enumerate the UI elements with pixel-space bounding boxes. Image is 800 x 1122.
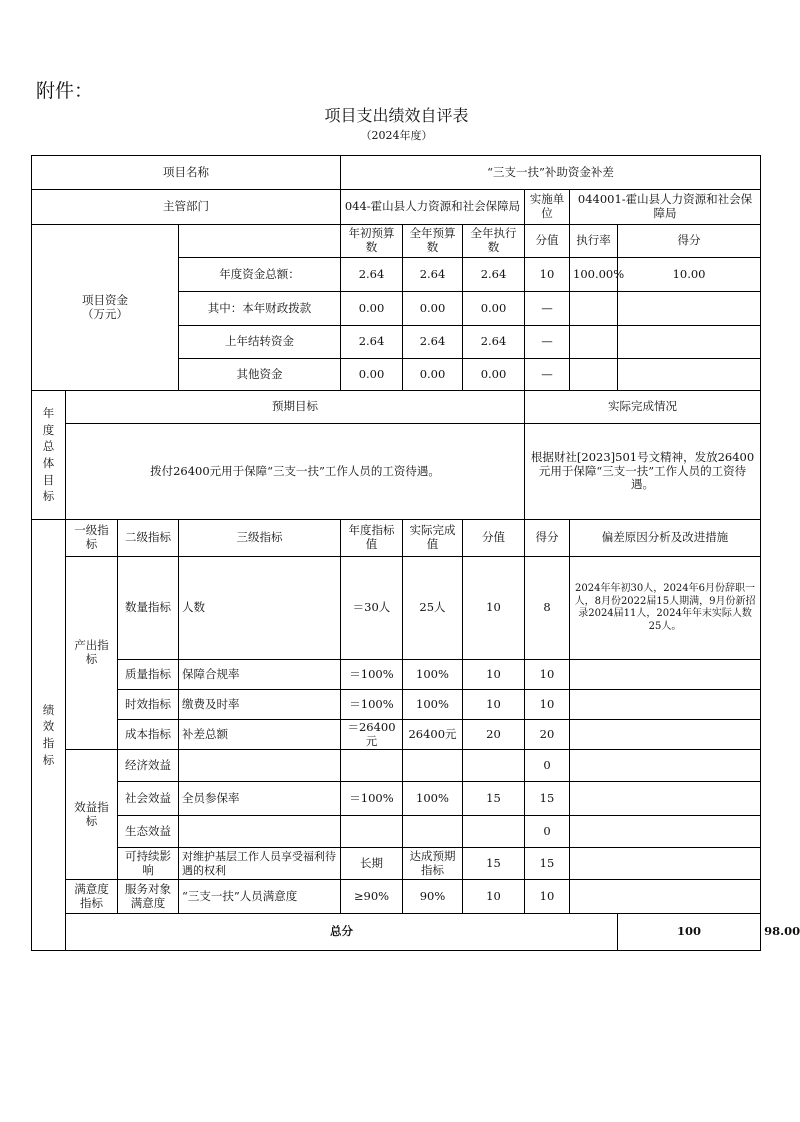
- indicator-score: 20: [463, 720, 525, 750]
- fund-row-rate: [570, 292, 618, 326]
- indicator-points: 0: [525, 750, 570, 782]
- annual-goal-label: [32, 391, 66, 520]
- indicator-analysis: [570, 816, 761, 848]
- performance-indicator-label: [32, 520, 66, 951]
- indicator-actual: 90%: [403, 880, 463, 914]
- indicator-l3: 人数: [179, 557, 341, 660]
- indicator-target: ≥90%: [341, 880, 403, 914]
- indicator-target: [341, 816, 403, 848]
- indicator-target: 长期: [341, 848, 403, 880]
- fund-row-name: 其他资金: [179, 359, 341, 391]
- fund-row-score: —: [525, 359, 570, 391]
- evaluation-table: 项目名称 “三支一扶”补助资金补差 主管部门 044-霍山县人力资源和社会保障局 实施单位 044001-霍山县人力资源和社会保障局 项目资金 （万元） 年初预算数 全年预算数 全年执行数 分值 执行率 得分 年度资金总额： 2.64 2.64 2.64 10 100.00% 10.00 其中：本年财政拨款 0.00 0.00 0.00 — 上年结转资金 2.64 2.64 2.64 — 其他资金 0.00 0.00 0.00 — 年度总体目标 预期目标 实际完成情况 拨付26400元用于保障“三支一扶”工作人员的工资待遇。 根据财社[2023]501号文精神，发放26400元用于保障“三支一扶”工作人员的工资待遇。 绩效指标 一级指标 二级指标 三级指标 年度指标值 实际完成值 分值 得分 偏差原因分析及改进措施 产出指标 数量指标 人数 ＝30人 25人 10 8 2024年年初30人，2024年6月份辞职一人，8月份2022届15人期满，9月份新招录2024届11人，2024年年末实际人数25人。 质量指标 保障合规率 ＝100% 100% 10 10 时效指标 缴费及时率 ＝100% 100% 10 10 成本指标 补差总额 ＝26400元 26400元 20 20 效益指标 经济效益 0 社会效益 全员参保率 ＝100% 100% 15 15 生态效益 0 可持续影响 对维护基层工作人员享受福利待遇的权利 长期 达成预期指标 15 15 满意度指标 服务对象满意度 “三支一扶”人员满意度 ≥90% 90% 10 10 总分 100 98.00: [31, 155, 761, 951]
- indicator-target: [341, 750, 403, 782]
- col-initial-budget: 年初预算数: [341, 225, 403, 258]
- total-label: 总分: [66, 914, 618, 951]
- indicator-points: 8: [525, 557, 570, 660]
- form-year: （2024年度）: [360, 129, 433, 142]
- total-score: 100: [618, 914, 761, 951]
- fund-row-points: [618, 359, 761, 391]
- header-analysis: 偏差原因分析及改进措施: [570, 520, 761, 557]
- indicator-target: ＝26400元: [341, 720, 403, 750]
- group-satisfaction: 满意度指标: [66, 880, 118, 914]
- project-name-label: 项目名称: [32, 156, 341, 190]
- header-level2: 二级指标: [118, 520, 179, 557]
- indicator-l2: 生态效益: [118, 816, 179, 848]
- fund-row-points: 10.00: [618, 258, 761, 292]
- header-actual: 实际完成值: [403, 520, 463, 557]
- indicator-target: ＝30人: [341, 557, 403, 660]
- indicator-l3: 缴费及时率: [179, 690, 341, 720]
- fund-row-score: —: [525, 292, 570, 326]
- indicator-l2: 经济效益: [118, 750, 179, 782]
- fund-row-full: 2.64: [403, 258, 463, 292]
- indicator-l3: 对维护基层工作人员享受福利待遇的权利: [179, 848, 341, 880]
- fund-row-rate: [570, 326, 618, 359]
- fund-row-initial: 0.00: [341, 292, 403, 326]
- indicator-score: 10: [463, 557, 525, 660]
- indicator-l3: 保障合规率: [179, 660, 341, 690]
- indicator-points: 20: [525, 720, 570, 750]
- indicator-points: 10: [525, 690, 570, 720]
- indicator-l2: 质量指标: [118, 660, 179, 690]
- funds-header-blank: [179, 225, 341, 258]
- actual-completion-text: 根据财社[2023]501号文精神，发放26400元用于保障“三支一扶”工作人员的工资待遇。: [525, 424, 761, 520]
- implementer-value: 044001-霍山县人力资源和社会保障局: [570, 190, 761, 225]
- indicator-actual: 100%: [403, 690, 463, 720]
- fund-row-rate: 100.00%: [570, 258, 618, 292]
- indicator-analysis: [570, 660, 761, 690]
- fund-row-exec: 0.00: [463, 359, 525, 391]
- header-level1: 一级指标: [66, 520, 118, 557]
- indicator-points: 0: [525, 816, 570, 848]
- indicator-analysis: [570, 750, 761, 782]
- indicator-score: 10: [463, 660, 525, 690]
- department-value: 044-霍山县人力资源和社会保障局: [341, 190, 525, 225]
- fund-row-name: 上年结转资金: [179, 326, 341, 359]
- indicator-score: 10: [463, 880, 525, 914]
- fund-row-full: 0.00: [403, 359, 463, 391]
- indicator-l2: 服务对象满意度: [118, 880, 179, 914]
- col-score: 分值: [525, 225, 570, 258]
- fund-row-initial: 0.00: [341, 359, 403, 391]
- indicator-points: 15: [525, 848, 570, 880]
- project-name-value: “三支一扶”补助资金补差: [341, 156, 761, 190]
- indicator-actual: 100%: [403, 660, 463, 690]
- indicator-score: [463, 750, 525, 782]
- indicator-score: 15: [463, 782, 525, 816]
- attachment-label: 附件：: [36, 80, 94, 102]
- indicator-actual: 26400元: [403, 720, 463, 750]
- indicator-points: 10: [525, 880, 570, 914]
- fund-row-points: [618, 292, 761, 326]
- actual-completion-header: 实际完成情况: [525, 391, 761, 424]
- indicator-points: 10: [525, 660, 570, 690]
- annual-goal-label-text: 年度总体目标: [42, 405, 55, 504]
- indicator-target: ＝100%: [341, 660, 403, 690]
- expected-goal-header: 预期目标: [66, 391, 525, 424]
- fund-row-name: 年度资金总额：: [179, 258, 341, 292]
- form-title: 项目支出绩效自评表: [324, 106, 469, 125]
- indicator-l2: 成本指标: [118, 720, 179, 750]
- indicator-actual: 25人: [403, 557, 463, 660]
- indicator-l2: 时效指标: [118, 690, 179, 720]
- fund-row-full: 0.00: [403, 292, 463, 326]
- indicator-l2: 可持续影响: [118, 848, 179, 880]
- fund-row-score: —: [525, 326, 570, 359]
- indicator-analysis: 2024年年初30人，2024年6月份辞职一人，8月份2022届15人期满，9月份新招录2024届11人，2024年年末实际人数25人。: [570, 557, 761, 660]
- indicator-l2: 社会效益: [118, 782, 179, 816]
- fund-row-full: 2.64: [403, 326, 463, 359]
- fund-row-initial: 2.64: [341, 258, 403, 292]
- indicator-l3: [179, 750, 341, 782]
- indicator-score: 10: [463, 690, 525, 720]
- indicator-actual: 达成预期指标: [403, 848, 463, 880]
- expected-goal-text: 拨付26400元用于保障“三支一扶”工作人员的工资待遇。: [66, 424, 525, 520]
- indicator-l3: 全员参保率: [179, 782, 341, 816]
- indicator-l3: [179, 816, 341, 848]
- col-full-budget: 全年预算数: [403, 225, 463, 258]
- col-exec-rate: 执行率: [570, 225, 618, 258]
- department-label: 主管部门: [32, 190, 341, 225]
- group-output: 产出指标: [66, 557, 118, 750]
- implementer-label: 实施单位: [525, 190, 570, 225]
- group-benefit: 效益指标: [66, 750, 118, 880]
- fund-row-rate: [570, 359, 618, 391]
- fund-row-initial: 2.64: [341, 326, 403, 359]
- indicator-analysis: [570, 848, 761, 880]
- header-level3: 三级指标: [179, 520, 341, 557]
- project-funds-label: [32, 225, 179, 391]
- indicator-points: 15: [525, 782, 570, 816]
- fund-row-exec: 2.64: [463, 258, 525, 292]
- indicator-analysis: [570, 880, 761, 914]
- indicator-target: ＝100%: [341, 690, 403, 720]
- indicator-actual: [403, 750, 463, 782]
- funds-label-line2: （万元）: [82, 306, 128, 321]
- fund-row-score: 10: [525, 258, 570, 292]
- indicator-analysis: [570, 690, 761, 720]
- indicator-score: 15: [463, 848, 525, 880]
- indicator-l3: 补差总额: [179, 720, 341, 750]
- indicator-l3: “三支一扶”人员满意度: [179, 880, 341, 914]
- header-score: 分值: [463, 520, 525, 557]
- col-points: 得分: [618, 225, 761, 258]
- fund-row-name: 其中：本年财政拨款: [179, 292, 341, 326]
- fund-row-exec: 2.64: [463, 326, 525, 359]
- indicator-actual: 100%: [403, 782, 463, 816]
- indicator-actual: [403, 816, 463, 848]
- header-target: 年度指标值: [341, 520, 403, 557]
- indicator-target: ＝100%: [341, 782, 403, 816]
- col-execution: 全年执行数: [463, 225, 525, 258]
- header-points: 得分: [525, 520, 570, 557]
- fund-row-exec: 0.00: [463, 292, 525, 326]
- indicator-analysis: [570, 720, 761, 750]
- indicator-score: [463, 816, 525, 848]
- fund-row-points: [618, 326, 761, 359]
- indicator-l2: 数量指标: [118, 557, 179, 660]
- indicator-analysis: [570, 782, 761, 816]
- funds-label-line1: 项目资金: [82, 292, 128, 307]
- performance-indicator-label-text: 绩效指标: [42, 702, 55, 767]
